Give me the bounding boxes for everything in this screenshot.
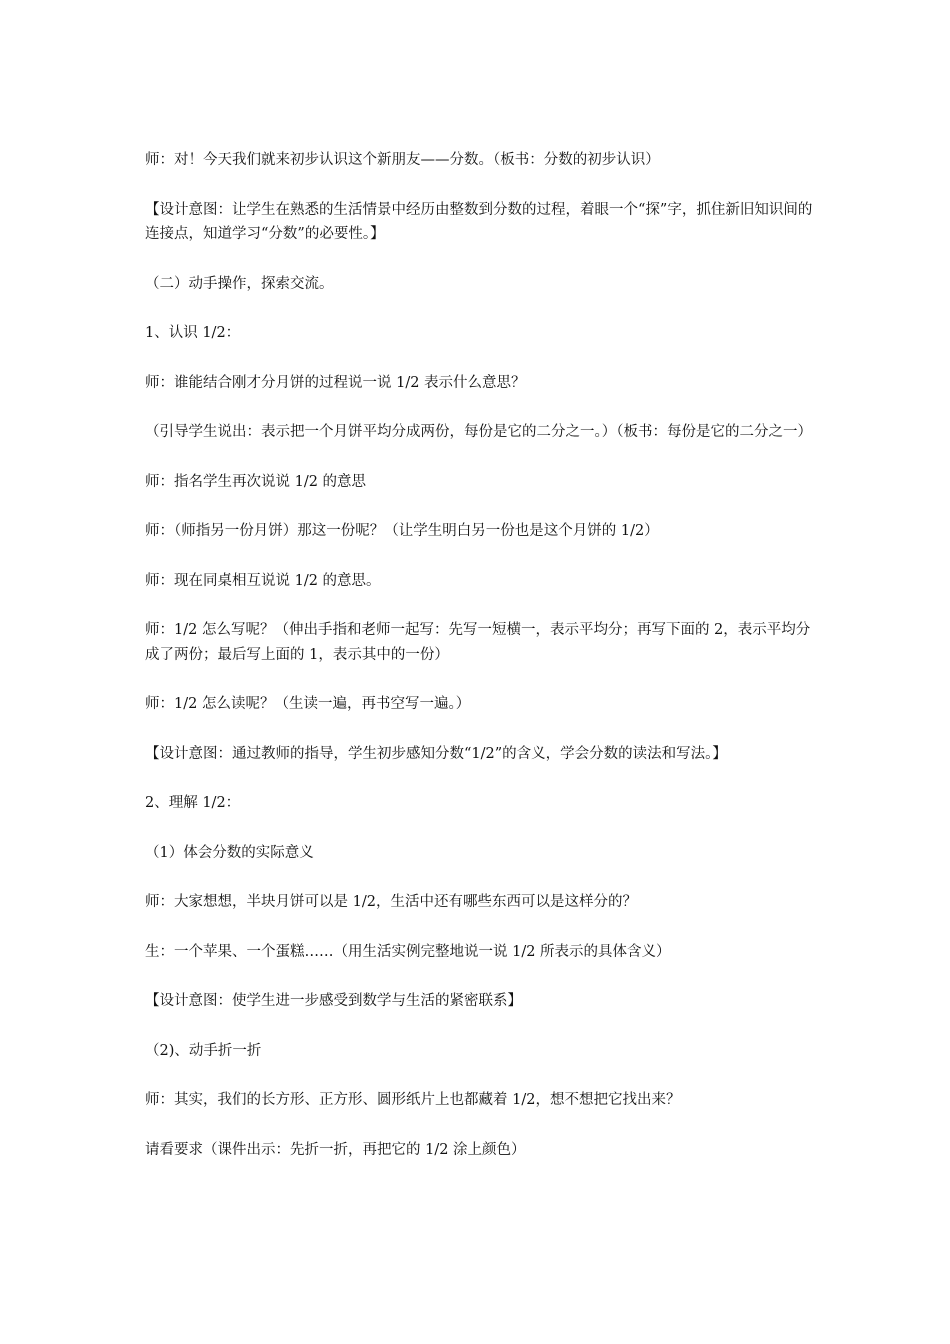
paragraph-teacher-repeat: 师：指名学生再次说说 1/2 的意思 xyxy=(145,473,367,490)
paragraph-design-intent-3: 【设计意图：使学生进一步感受到数学与生活的紧密联系】 xyxy=(145,993,522,1009)
paragraph-design-intent-1: 【设计意图：让学生在熟悉的生活情景中经历由整数到分数的过程，着眼一个“探”字，抓住新旧知识间的连接点，知道学习“分数”的必要性。】 xyxy=(145,201,813,242)
paragraph-guidance: （引导学生说出：表示把一个月饼平均分成两份，每份是它的二分之一。）（板书：每份是它的二分之一） xyxy=(145,424,812,440)
paragraph-teacher-read: 师：1/2 怎么读呢？（生读一遍，再书空写一遍。） xyxy=(145,696,471,712)
paragraph-section-heading: （二）动手操作，探索交流。 xyxy=(145,275,334,292)
paragraph-subheading-1: 1、认识 1/2： xyxy=(145,325,241,341)
paragraph-design-intent-2: 【设计意图：通过教师的指导，学生初步感知分数“1/2”的含义，学会分数的读法和写法。】 xyxy=(145,745,727,762)
document-body xyxy=(145,148,813,1187)
paragraph-teacher-intro: 师：对！今天我们就来初步认识这个新朋友——分数。（板书：分数的初步认识） xyxy=(145,152,660,168)
paragraph-subsection-2: （2)、动手折一折 xyxy=(145,1042,262,1059)
paragraph-teacher-question: 师：谁能结合刚才分月饼的过程说一说 1/2 表示什么意思？ xyxy=(145,374,526,391)
paragraph-student-answer: 生：一个苹果、一个蛋糕……（用生活实例完整地说一说 1/2 所表示的具体含义） xyxy=(145,943,671,960)
paragraph-requirement: 请看要求（课件出示：先折一折，再把它的 1/2 涂上颜色） xyxy=(145,1141,526,1158)
paragraph-teacher-pairs: 师：现在同桌相互说说 1/2 的意思。 xyxy=(145,572,381,589)
paragraph-teacher-other-half: 师：（师指另一份月饼）那这一份呢？（让学生明白另一份也是这个月饼的 1/2） xyxy=(145,523,659,539)
paragraph-teacher-life: 师：大家想想，半块月饼可以是 1/2，生活中还有哪些东西可以是这样分的？ xyxy=(145,894,637,910)
paragraph-subheading-2: 2、理解 1/2： xyxy=(145,795,241,811)
paragraph-teacher-write: 师：1/2 怎么写呢？（伸出手指和老师一起写：先写一短横一，表示平均分；再写下面的 2，表示平均分成了两份；最后写上面的 1，表示其中的一份） xyxy=(145,622,811,663)
paragraph-subsection-1: （1）体会分数的实际意义 xyxy=(145,844,314,861)
paragraph-teacher-paper: 师：其实，我们的长方形、正方形、圆形纸片上也都藏着 1/2，想不想把它找出来？ xyxy=(145,1092,681,1108)
